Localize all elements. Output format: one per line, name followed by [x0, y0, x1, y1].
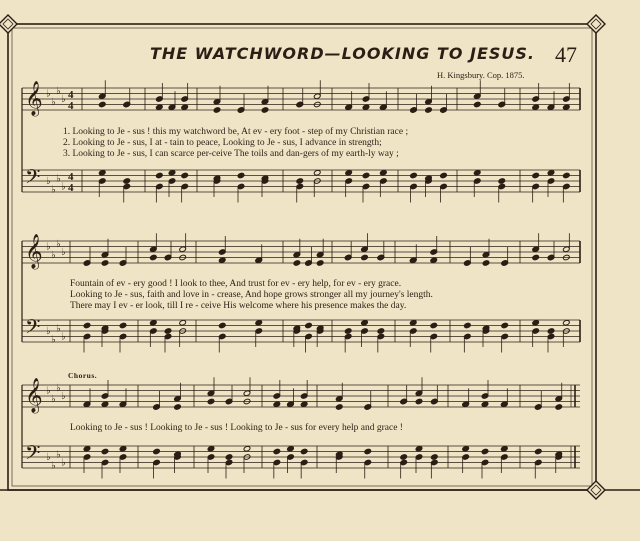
- note-head: [119, 446, 127, 452]
- flat-sign: ♭: [56, 382, 61, 394]
- treble-clef: 𝄞: [25, 234, 43, 269]
- note-head: [179, 320, 187, 326]
- note-head: [207, 446, 215, 452]
- note-head: [83, 446, 91, 452]
- flat-sign: ♭: [46, 241, 51, 253]
- verse-3-line-2: There may I ev - er look, till I re - ceive His welcome where his presence makes the day.: [70, 301, 407, 311]
- verse-2-line-2: Looking to Je - sus, faith and love in - crease, And hope grows stronger all my journey's length.: [70, 290, 433, 300]
- note-head: [430, 257, 438, 263]
- verse-1-line-1: 1. Looking to Je - sus ! this my watchword be, At ev - ery foot - step of my Christian race ;: [63, 127, 409, 137]
- note-head: [481, 401, 489, 407]
- bass-clef: 𝄢: [25, 165, 41, 193]
- time-signature-top: 4: [68, 171, 74, 183]
- time-signature-bottom: 4: [68, 182, 74, 194]
- time-signature-bottom: 4: [68, 100, 74, 112]
- note-head: [243, 446, 251, 452]
- flat-sign: ♭: [51, 460, 56, 472]
- note-head: [380, 170, 388, 176]
- note-head: [101, 401, 109, 407]
- chorus-label: Chorus.: [68, 371, 98, 380]
- note-head: [473, 170, 481, 176]
- flat-sign: ♭: [56, 238, 61, 250]
- treble-clef: 𝄞: [25, 378, 43, 413]
- bass-clef: 𝄢: [25, 315, 41, 343]
- hymn-title: THE WATCHWORD—LOOKING TO JESUS.: [150, 44, 535, 63]
- treble-staff: [22, 238, 580, 263]
- note-head: [345, 170, 353, 176]
- flat-sign: ♭: [61, 94, 66, 105]
- note-head: [273, 401, 281, 407]
- note-head: [362, 104, 370, 110]
- time-signature-top: 4: [68, 89, 74, 101]
- flat-sign: ♭: [56, 85, 61, 97]
- flat-sign: ♭: [61, 391, 66, 402]
- note-head: [255, 320, 263, 326]
- flat-sign: ♭: [46, 88, 51, 100]
- flat-sign: ♭: [46, 385, 51, 397]
- note-head: [462, 446, 470, 452]
- flat-sign: ♭: [51, 393, 56, 405]
- verse-2-line-1: 2. Looking to Je - sus, I at - tain to peace, Looking to Je - sus, I advance in strength;: [63, 138, 382, 148]
- note-head: [501, 446, 509, 452]
- author-credit: H. Kingsbury. Cop. 1875.: [437, 70, 525, 80]
- treble-clef: 𝄞: [25, 81, 43, 116]
- flat-sign: ♭: [61, 247, 66, 258]
- flat-sign: ♭: [46, 452, 51, 463]
- note-head: [409, 320, 417, 326]
- flat-sign: ♭: [56, 173, 61, 185]
- note-head: [287, 446, 295, 452]
- flat-sign: ♭: [51, 184, 56, 196]
- note-head: [532, 320, 540, 326]
- chorus-lyric: Looking to Je - sus ! Looking to Je - sus ! Looking to Je - sus for every help and grace !: [70, 423, 403, 433]
- note-head: [156, 104, 164, 110]
- note-head: [181, 104, 189, 110]
- note-head: [415, 446, 423, 452]
- flat-sign: ♭: [56, 449, 61, 461]
- note-head: [98, 170, 106, 176]
- note-head: [563, 320, 571, 326]
- note-head: [532, 104, 540, 110]
- note-head: [218, 257, 226, 263]
- note-head: [563, 104, 571, 110]
- bass-clef: 𝄢: [25, 441, 41, 469]
- note-head: [361, 320, 369, 326]
- note-head: [300, 401, 308, 407]
- flat-sign: ♭: [51, 249, 56, 261]
- bass-staff: [22, 320, 580, 342]
- flat-sign: ♭: [61, 331, 66, 343]
- flat-sign: ♭: [61, 181, 66, 193]
- flat-sign: ♭: [51, 96, 56, 108]
- flat-sign: ♭: [46, 326, 51, 337]
- flat-sign: ♭: [56, 323, 61, 335]
- note-head: [168, 170, 176, 176]
- note-head: [547, 170, 555, 176]
- flat-sign: ♭: [61, 457, 66, 469]
- flat-sign: ♭: [46, 176, 51, 187]
- note-head: [150, 320, 158, 326]
- note-head: [313, 170, 321, 176]
- verse-3-line-1: 3. Looking to Je - sus, I can scarce per-ceive The toils and dan-gers of my earth-ly way ;: [63, 149, 399, 159]
- page-number: 47: [555, 42, 577, 67]
- verse-1-line-2: Fountain of ev - ery good ! I look to thee, And trust for ev - ery help, for ev - ery grace.: [70, 279, 402, 289]
- flat-sign: ♭: [51, 334, 56, 346]
